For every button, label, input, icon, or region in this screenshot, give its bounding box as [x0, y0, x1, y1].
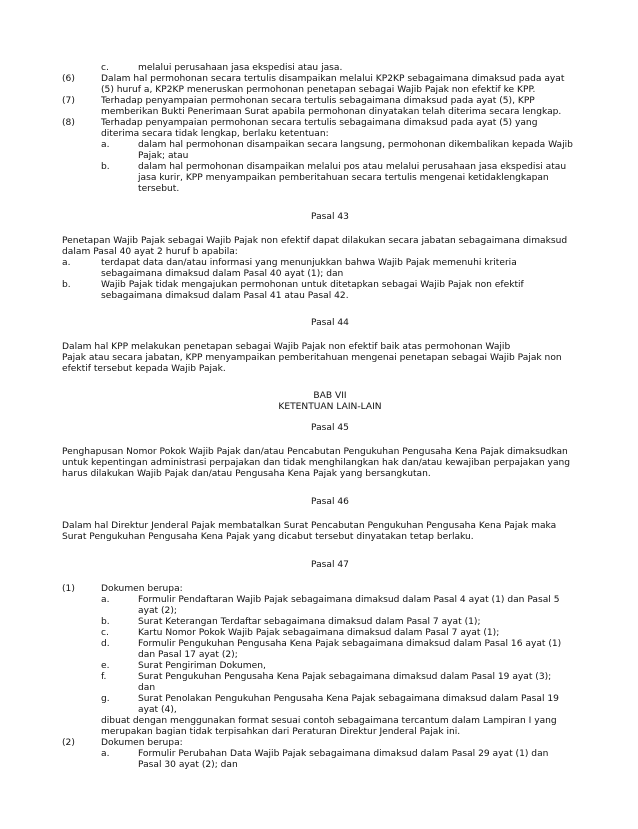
- chapter-number: BAB VII: [313, 391, 347, 401]
- paragraph-line: Dokumen berupa:: [101, 738, 183, 748]
- list-item-text: Formulir Perubahan Data Wajib Pajak sebagaimana dimaksud dalam Pasal 29 ayat (1) dan: [138, 749, 549, 759]
- list-item-text: Formulir Pendaftaran Wajib Pajak sebagaimana dimaksud dalam Pasal 4 ayat (1) dan Pasal 5: [138, 595, 560, 605]
- paragraph-number: (6): [62, 74, 75, 84]
- paragraph-line: efektif tersebut kepada Wajib Pajak.: [62, 364, 226, 374]
- paragraph-line: diterima secara tidak lengkap, berlaku ketentuan:: [101, 129, 329, 139]
- paragraph-line: harus dilakukan Wajib Pajak dan/atau Pengusaha Kena Pajak yang bersangkutan.: [62, 469, 431, 479]
- list-marker: a.: [101, 595, 110, 605]
- list-marker: g.: [101, 694, 110, 704]
- list-item-text: Surat Keterangan Terdaftar sebagaimana dimaksud dalam Pasal 7 ayat (1);: [138, 617, 481, 627]
- paragraph-line: Terhadap penyampaian permohonan secara tertulis sebagaimana dimaksud pada ayat (5), KPP: [101, 96, 535, 106]
- list-marker: a.: [101, 140, 110, 150]
- list-item-text: terdapat data dan/atau informasi yang menunjukkan bahwa Wajib Pajak memenuhi kriteria: [101, 258, 517, 268]
- list-marker: b.: [62, 280, 71, 290]
- list-item-text: jasa kurir, KPP menyampaikan pemberitahuan secara tertulis mengenai ketidaklengkapan: [138, 173, 549, 183]
- list-item-text: melalui perusahaan jasa ekspedisi atau jasa.: [138, 63, 343, 73]
- paragraph-line: Dalam hal permohonan secara tertulis disampaikan melalui KP2KP sebagaimana dimaksud pada ayat: [101, 74, 565, 84]
- list-marker: e.: [101, 661, 110, 671]
- article-heading: Pasal 44: [311, 318, 349, 328]
- list-item-text: dalam hal permohonan disampaikan secara langsung, permohonan dikembalikan kepada Wajib: [138, 140, 573, 150]
- paragraph-line: memberikan Bukti Penerimaan Surat apabila permohonan dinyatakan telah diterima secara lengkap.: [101, 107, 562, 117]
- list-item-text: tersebut.: [138, 184, 180, 194]
- list-marker: b.: [101, 617, 110, 627]
- list-item-text: Pajak; atau: [138, 151, 189, 161]
- list-marker: c.: [101, 628, 109, 638]
- paragraph-line: Terhadap penyampaian permohonan secara tertulis sebagaimana dimaksud pada ayat (5) yang: [101, 118, 538, 128]
- list-marker: d.: [101, 639, 110, 649]
- article-heading: Pasal 43: [311, 212, 349, 222]
- paragraph-number: (7): [62, 96, 75, 106]
- paragraph-line: (5) huruf a, KP2KP meneruskan permohonan penetapan sebagai Wajib Pajak non efektif ke KPP.: [101, 85, 536, 95]
- paragraph-line: Dalam hal Direktur Jenderal Pajak membatalkan Surat Pencabutan Pengukuhan Pengusaha Kena Pajak maka: [62, 521, 557, 531]
- list-marker: c.: [101, 63, 109, 73]
- list-item-text: Wajib Pajak tidak mengajukan permohonan untuk ditetapkan sebagai Wajib Pajak non efektif: [101, 280, 524, 290]
- list-marker: a.: [62, 258, 71, 268]
- paragraph-line: Penghapusan Nomor Pokok Wajib Pajak dan/atau Pencabutan Pengukuhan Pengusaha Kena Pajak dimaksudkan: [62, 447, 568, 457]
- paragraph-line: dibuat dengan menggunakan format sesuai contoh sebagaimana tercantum dalam Lampiran I yang: [101, 716, 557, 726]
- paragraph-number: (1): [62, 584, 75, 594]
- list-item-text: sebagaimana dimaksud dalam Pasal 40 ayat (1); dan: [101, 269, 344, 279]
- paragraph-number: (8): [62, 118, 75, 128]
- paragraph-line: dalam Pasal 40 ayat 2 huruf b apabila:: [62, 247, 238, 257]
- paragraph-line: untuk kepentingan administrasi perpajakan dan tidak menghilangkan hak dan/atau kewajiban perpajakan yang: [62, 458, 571, 468]
- paragraph-line: Surat Pengukuhan Pengusaha Kena Pajak yang dicabut tersebut dinyatakan tetap berlaku.: [62, 532, 474, 542]
- list-item-text: Surat Pengukuhan Pengusaha Kena Pajak sebagaimana dimaksud dalam Pasal 19 ayat (3);: [138, 672, 552, 682]
- list-item-text: Kartu Nomor Pokok Wajib Pajak sebagaimana dimaksud dalam Pasal 7 ayat (1);: [138, 628, 500, 638]
- paragraph-line: Dalam hal KPP melakukan penetapan sebagai Wajib Pajak non efektif baik atas permohonan Wajib: [62, 342, 511, 352]
- list-item-text: Surat Pengiriman Dokumen,: [138, 661, 266, 671]
- article-heading: Pasal 47: [311, 560, 349, 570]
- paragraph-number: (2): [62, 738, 75, 748]
- article-heading: Pasal 46: [311, 497, 349, 507]
- list-item-text: dalam hal permohonan disampaikan melalui pos atau melalui perusahaan jasa ekspedisi atau: [138, 162, 567, 172]
- chapter-title: KETENTUAN LAIN-LAIN: [278, 402, 382, 412]
- list-item-text: Formulir Pengukuhan Pengusaha Kena Pajak sebagaimana dimaksud dalam Pasal 16 ayat (1): [138, 639, 562, 649]
- list-item-text: ayat (2);: [138, 606, 177, 616]
- list-item-text: dan: [138, 683, 156, 693]
- list-marker: b.: [101, 162, 110, 172]
- list-marker: f.: [101, 672, 107, 682]
- article-heading: Pasal 45: [311, 423, 349, 433]
- paragraph-line: merupakan bagian tidak terpisahkan dari Peraturan Direktur Jenderal Pajak ini.: [101, 727, 461, 737]
- paragraph-line: Penetapan Wajib Pajak sebagai Wajib Pajak non efektif dapat dilakukan secara jabatan sebagaimana dimaksud: [62, 236, 568, 246]
- list-item-text: Surat Penolakan Pengukuhan Pengusaha Kena Pajak sebagaimana dimaksud dalam Pasal 19: [138, 694, 559, 704]
- list-marker: a.: [101, 749, 110, 759]
- list-item-text: ayat (4),: [138, 705, 177, 715]
- list-item-text: sebagaimana dimaksud dalam Pasal 41 atau Pasal 42.: [101, 291, 349, 301]
- list-item-text: Pasal 30 ayat (2); dan: [138, 760, 238, 770]
- list-item-text: dan Pasal 17 ayat (2);: [138, 650, 238, 660]
- paragraph-line: Pajak atau secara jabatan, KPP menyampaikan pemberitahuan mengenai penetapan sebagai Wajib Pajak non: [62, 353, 562, 363]
- paragraph-line: Dokumen berupa:: [101, 584, 183, 594]
